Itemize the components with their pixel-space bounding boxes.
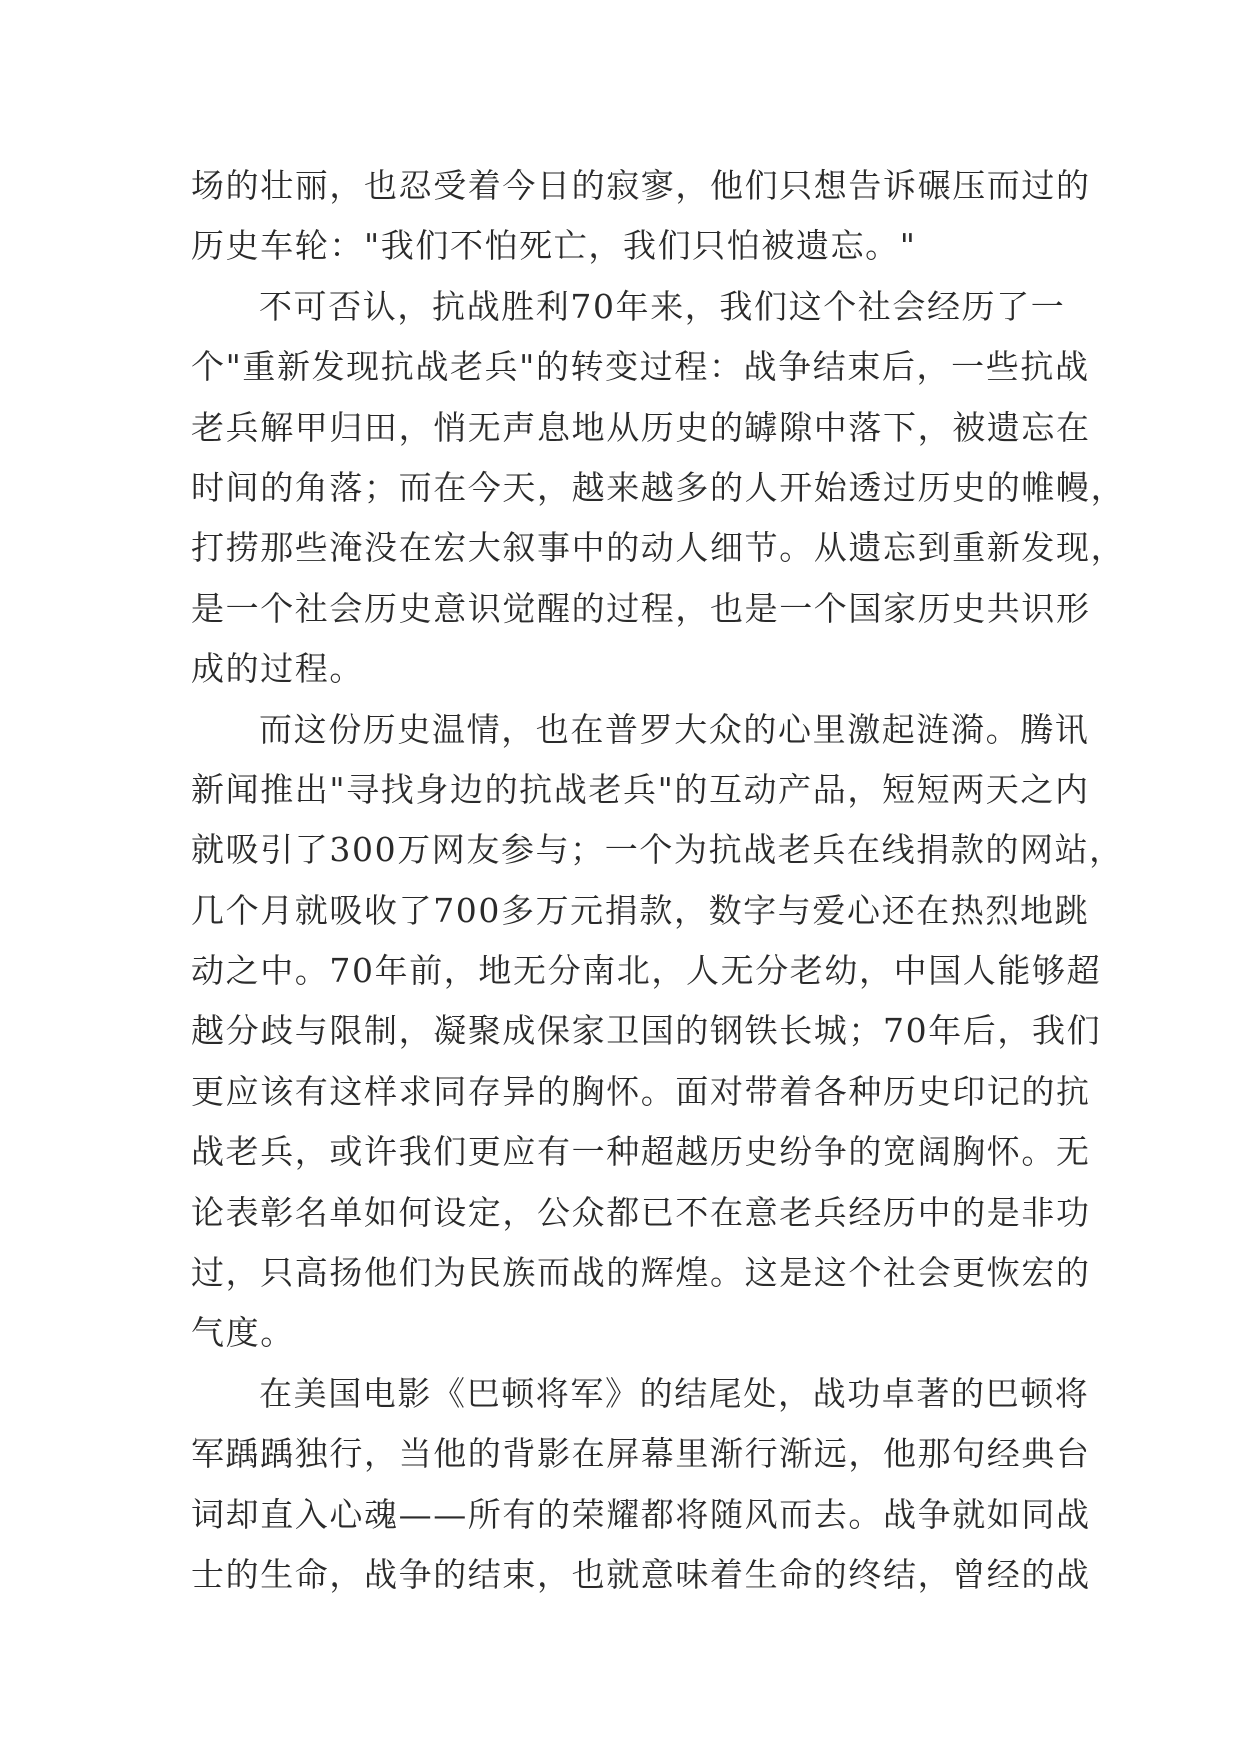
article-body — [191, 156, 1126, 1605]
text-line: 个"重新发现抗战老兵"的转变过程：战争结束后，一些抗战 — [191, 347, 1090, 387]
text-line: 是一个社会历史意识觉醒的过程，也是一个国家历史共识形 — [191, 588, 1091, 628]
text-line: 士的生命，战争的结束，也就意味着生命的终结，曾经的战 — [191, 1554, 1091, 1594]
text-line: 词却直入心魂——所有的荣耀都将随风而去。战争就如同战 — [191, 1494, 1091, 1534]
paragraph-start-line: 而这份历史温情，也在普罗大众的心里激起涟漪。腾讯 — [259, 709, 1090, 749]
text-line: 过，只高扬他们为民族而战的辉煌。这是这个社会更恢宏的 — [191, 1253, 1091, 1293]
text-line: 场的壮丽，也忍受着今日的寂寥，他们只想告诉碾压而过的 — [191, 166, 1091, 205]
text-line: 论表彰名单如何设定，公众都已不在意老兵经历中的是非功 — [191, 1192, 1091, 1232]
text-line: 战老兵，或许我们更应有一种超越历史纷争的宽阔胸怀。无 — [191, 1132, 1091, 1172]
text-line: 就吸引了300万网友参与；一个为抗战老兵在线捐款的网站， — [191, 830, 1124, 870]
text-line: 越分歧与限制，凝聚成保家卫国的钢铁长城；70年后，我们 — [191, 1011, 1102, 1051]
text-line: 几个月就吸收了700多万元捐款，数字与爱心还在热烈地跳 — [191, 890, 1090, 930]
text-line: 时间的角落；而在今天，越来越多的人开始透过历史的帷幔， — [191, 467, 1126, 507]
text-line: 成的过程。 — [191, 649, 364, 689]
text-line: 气度。 — [191, 1313, 295, 1353]
text-line: 打捞那些淹没在宏大叙事中的动人细节。从遗忘到重新发现， — [191, 528, 1126, 568]
text-line: 更应该有这样求同存异的胸怀。面对带着各种历史印记的抗 — [191, 1071, 1091, 1111]
text-line: 军踽踽独行，当他的背影在屏幕里渐行渐远，他那句经典台 — [191, 1434, 1091, 1474]
text-line: 老兵解甲归田，悄无声息地从历史的罅隙中落下，被遗忘在 — [191, 407, 1091, 447]
text-line: 动之中。70年前，地无分南北，人无分老幼，中国人能够超 — [191, 951, 1102, 991]
text-line: 历史车轮："我们不怕死亡，我们只怕被遗忘。" — [191, 226, 917, 266]
paragraph-start-line: 不可否认，抗战胜利70年来，我们这个社会经历了一 — [259, 286, 1066, 326]
text-line: 新闻推出"寻找身边的抗战老兵"的互动产品，短短两天之内 — [191, 769, 1090, 809]
paragraph-start-line: 在美国电影《巴顿将军》的结尾处，战功卓著的巴顿将 — [259, 1373, 1090, 1413]
